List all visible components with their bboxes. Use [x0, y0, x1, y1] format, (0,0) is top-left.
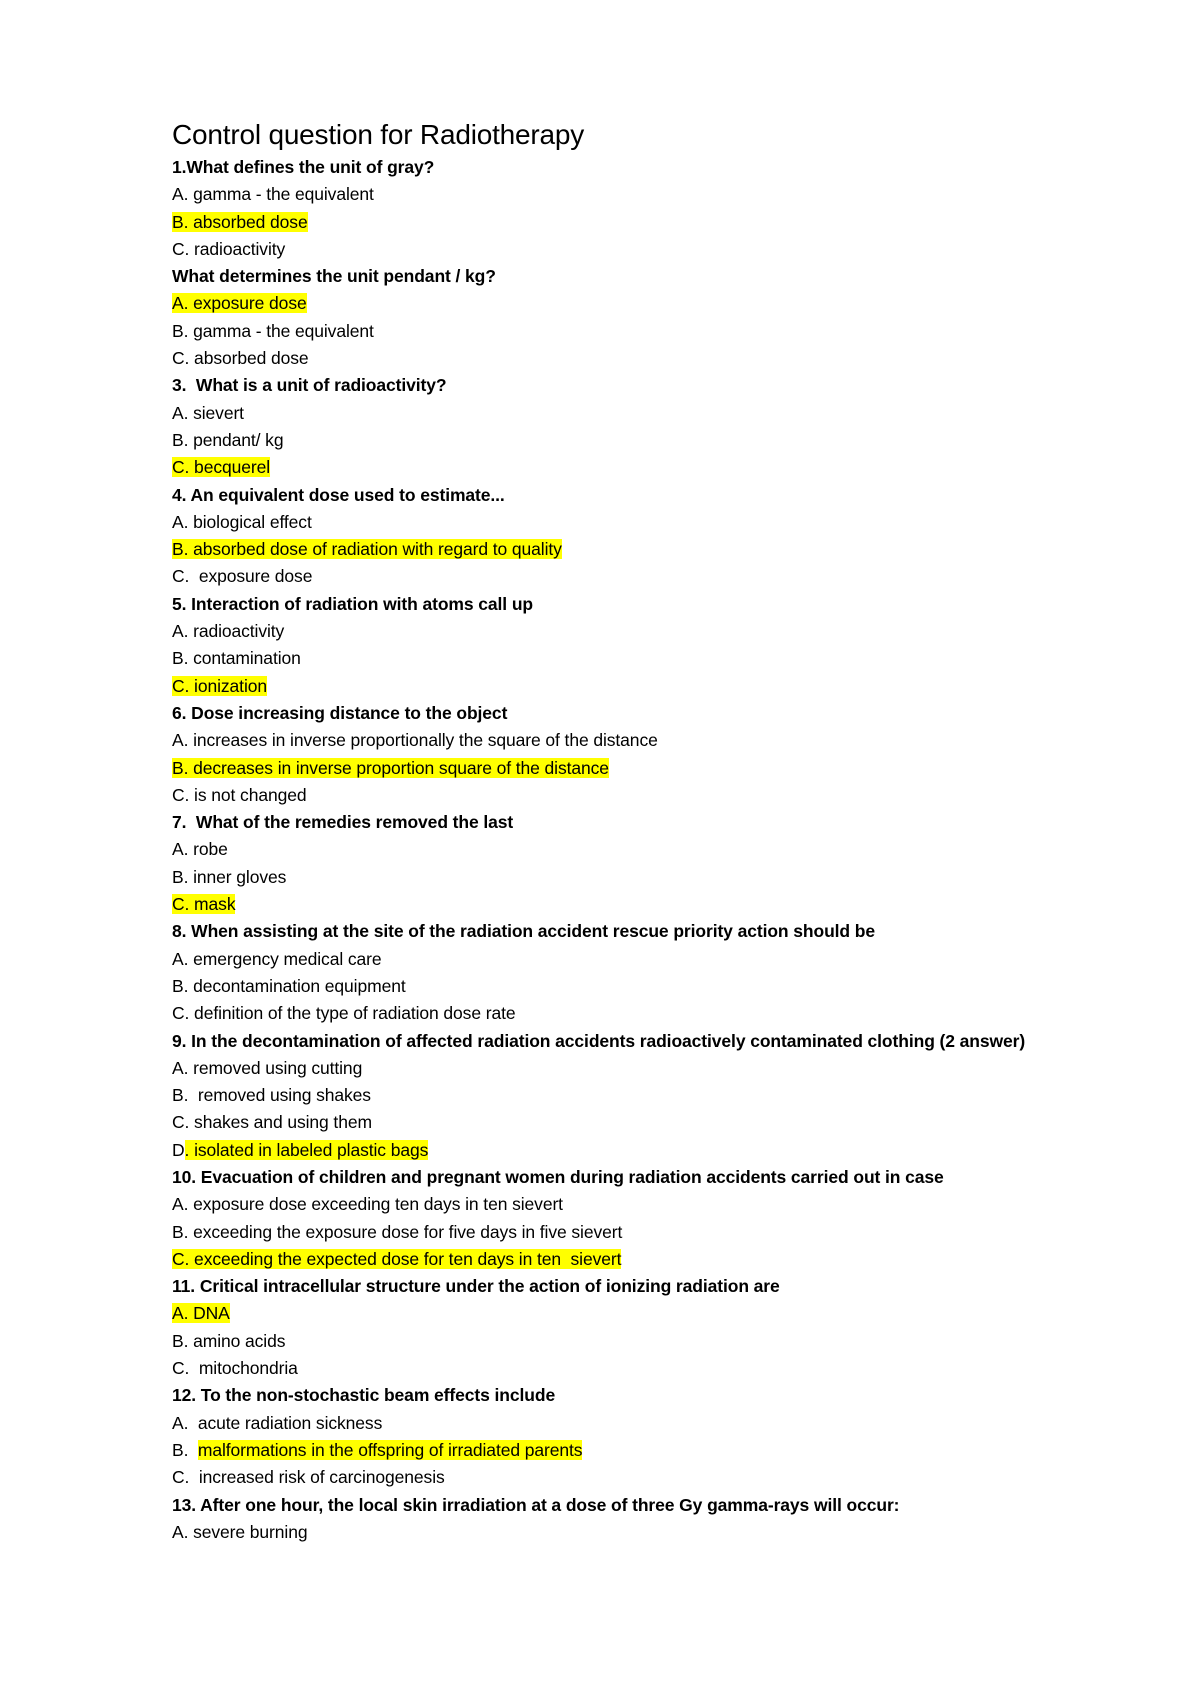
- question-text: [172, 591, 1072, 618]
- answer-option: [172, 427, 1072, 454]
- question-label: 11. Critical intracellular structure under the action of ionizing radiation are: [172, 1276, 780, 1297]
- question-text: [172, 1164, 1072, 1191]
- question-label: What determines the unit pendant / kg?: [172, 266, 496, 287]
- option-label: C. mitochondria: [172, 1358, 298, 1379]
- answer-option: [172, 400, 1072, 427]
- question-text: [172, 700, 1072, 727]
- answer-option: [172, 1300, 1072, 1327]
- option-label: B. inner gloves: [172, 866, 287, 887]
- answer-option: [172, 864, 1072, 891]
- answer-option: [172, 290, 1072, 317]
- option-prefix: D: [172, 1139, 185, 1160]
- question-text: [172, 482, 1072, 509]
- answer-option: [172, 1109, 1072, 1136]
- question-text: [172, 918, 1072, 945]
- answer-option: [172, 181, 1072, 208]
- answer-option: [172, 673, 1072, 700]
- answer-option: [172, 1355, 1072, 1382]
- highlighted-answer: B. decreases in inverse proportion square of the distance: [172, 757, 609, 778]
- question-label: 9. In the decontamination of affected radiation accidents radioactively contaminated clothing (2 answer): [172, 1030, 1026, 1051]
- answer-option: [172, 782, 1072, 809]
- answer-option: [172, 1000, 1072, 1027]
- option-label: A. removed using cutting: [172, 1057, 363, 1078]
- question-text: [172, 372, 1072, 399]
- question-label: 5. Interaction of radiation with atoms call up: [172, 593, 534, 614]
- answer-option: [172, 836, 1072, 863]
- option-prefix: B.: [172, 1439, 198, 1460]
- question-text: [172, 263, 1072, 290]
- option-label: B. amino acids: [172, 1330, 286, 1351]
- answer-option: [172, 454, 1072, 481]
- question-label: 4. An equivalent dose used to estimate...: [172, 484, 505, 505]
- option-label: A. radioactivity: [172, 621, 285, 642]
- answer-option: [172, 563, 1072, 590]
- answer-option: [172, 345, 1072, 372]
- highlighted-answer: A. exposure dose: [172, 293, 307, 314]
- answer-option: [172, 618, 1072, 645]
- highlighted-answer: malformations in the offspring of irradiated parents: [197, 1439, 583, 1460]
- answer-option: [172, 209, 1072, 236]
- option-label: C. exposure dose: [172, 566, 313, 587]
- answer-option: [172, 536, 1072, 563]
- option-label: B. exceeding the exposure dose for five days in five sievert: [172, 1221, 623, 1242]
- answer-option: [172, 1519, 1072, 1546]
- highlighted-answer: A. DNA: [172, 1303, 230, 1324]
- option-label: C. radioactivity: [172, 238, 286, 259]
- option-label: A. severe burning: [172, 1521, 308, 1542]
- question-label: 12. To the non-stochastic beam effects include: [172, 1385, 556, 1406]
- highlighted-answer: B. absorbed dose: [172, 211, 308, 232]
- answer-option: [172, 236, 1072, 263]
- question-label: 1.What defines the unit of gray?: [172, 157, 435, 177]
- option-label: A. emergency medical care: [172, 948, 382, 969]
- answer-option: [172, 973, 1072, 1000]
- answer-option: [172, 645, 1072, 672]
- highlighted-answer: C. ionization: [172, 675, 268, 696]
- answer-option: [172, 1410, 1072, 1437]
- option-label: C. increased risk of carcinogenesis: [172, 1467, 445, 1488]
- question-text: [172, 1382, 1072, 1409]
- question-label: 7. What of the remedies removed the last: [172, 812, 514, 833]
- answer-option: [172, 727, 1072, 754]
- option-label: A. robe: [172, 839, 228, 860]
- question-text: [172, 1028, 1052, 1055]
- answer-option: [172, 1246, 1072, 1273]
- answer-option: [172, 1464, 1072, 1491]
- option-label: B. removed using shakes: [172, 1085, 371, 1106]
- option-label: B. contamination: [172, 648, 301, 669]
- question-label: 8. When assisting at the site of the radiation accident rescue priority action should be: [172, 921, 876, 942]
- question-label: 6. Dose increasing distance to the object: [172, 702, 508, 723]
- option-label: C. shakes and using them: [172, 1112, 372, 1133]
- quiz-body: [172, 154, 1072, 1546]
- question-text: [172, 1492, 1072, 1519]
- highlighted-answer: B. absorbed dose of radiation with regard to quality: [172, 539, 562, 560]
- option-label: C. definition of the type of radiation dose rate: [172, 1003, 516, 1024]
- document-page: [172, 118, 1072, 1546]
- option-label: A. biological effect: [172, 511, 312, 532]
- option-label: B. decontamination equipment: [172, 975, 406, 996]
- option-label: B. gamma - the equivalent: [172, 320, 374, 341]
- answer-option: [172, 1191, 1072, 1218]
- question-label: 13. After one hour, the local skin irradiation at a dose of three Gy gamma-rays will occur:: [172, 1494, 900, 1515]
- highlighted-answer: C. mask: [172, 894, 236, 915]
- option-label: A. sievert: [172, 402, 244, 423]
- highlighted-answer: C. exceeding the expected dose for ten days in ten sievert: [172, 1248, 622, 1269]
- answer-option: [172, 1219, 1072, 1246]
- answer-option: [172, 1082, 1072, 1109]
- option-label: A. acute radiation sickness: [172, 1412, 383, 1433]
- question-text: [172, 809, 1072, 836]
- answer-option: [172, 1055, 1072, 1082]
- option-label: A. exposure dose exceeding ten days in ten sievert: [172, 1194, 563, 1215]
- question-text: [172, 1273, 1072, 1300]
- answer-option: [172, 946, 1072, 973]
- option-label: B. pendant/ kg: [172, 429, 284, 450]
- option-label: A. increases in inverse proportionally the square of the distance: [172, 730, 658, 751]
- option-label: C. absorbed dose: [172, 348, 309, 369]
- question-text: [172, 154, 1072, 181]
- question-label: 10. Evacuation of children and pregnant women during radiation accidents carried out in case: [172, 1166, 944, 1187]
- answer-option: [172, 509, 1072, 536]
- document-title: Control question for Radiotherapy: [172, 119, 585, 150]
- highlighted-answer: C. becquerel: [172, 457, 271, 478]
- answer-option: [172, 1437, 1072, 1464]
- answer-option: [172, 1137, 1072, 1164]
- answer-option: [172, 891, 1072, 918]
- option-label: A. gamma - the equivalent: [172, 184, 374, 205]
- answer-option: [172, 755, 1072, 782]
- option-label: C. is not changed: [172, 784, 307, 805]
- highlighted-answer: . isolated in labeled plastic bags: [184, 1139, 429, 1160]
- question-label: 3. What is a unit of radioactivity?: [172, 375, 447, 396]
- answer-option: [172, 1328, 1072, 1355]
- answer-option: [172, 318, 1072, 345]
